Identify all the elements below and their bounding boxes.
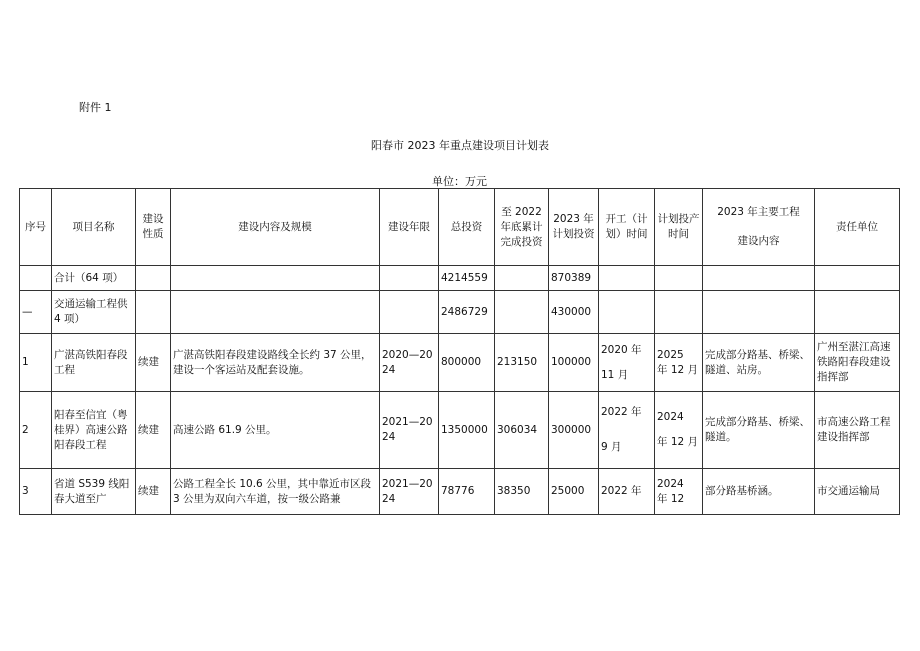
cell-name: 广湛高铁阳春段工程 [52, 334, 136, 392]
cell-name: 省道 S539 线阳春大道至广 [52, 469, 136, 515]
cell-main-work [703, 291, 815, 334]
cell-nature: 续建 [136, 469, 171, 515]
cell-total: 1350000 [439, 392, 495, 469]
document-title: 阳春市 2023 年重点建设项目计划表 [371, 139, 549, 152]
cell-owner [815, 266, 900, 291]
cell-years: 2021—2024 [380, 392, 439, 469]
table-row [20, 469, 900, 515]
cell-start [599, 266, 655, 291]
cell-years: 2021—2024 [380, 469, 439, 515]
header-name: 项目名称 [52, 189, 136, 266]
cell-content: 高速公路 61.9 公里。 [171, 392, 380, 469]
header-row [20, 189, 900, 266]
header-start: 开工（计划）时间 [599, 189, 655, 266]
cell-cumulative [495, 291, 549, 334]
cell-plan2023: 300000 [549, 392, 599, 469]
start-month: 11 月 [601, 368, 629, 381]
cell-seq: — [20, 291, 52, 334]
cell-seq: 3 [20, 469, 52, 515]
cell-finish [655, 334, 703, 392]
unit-label: 单位：万元 [432, 175, 487, 188]
cell-nature [136, 291, 171, 334]
finish-year: 2024 [657, 411, 684, 423]
cell-total: 4214559 [439, 266, 495, 291]
cell-years [380, 291, 439, 334]
cell-seq: 2 [20, 392, 52, 469]
cell-years [380, 266, 439, 291]
cell-cumulative: 213150 [495, 334, 549, 392]
cell-plan2023: 25000 [549, 469, 599, 515]
cell-cumulative: 38350 [495, 469, 549, 515]
cell-name: 交通运输工程供 4 项） [52, 291, 136, 334]
header-main-line2: 建设内容 [737, 235, 780, 247]
start-month: 9 月 [601, 441, 622, 453]
cell-start: 2022 年 [599, 469, 655, 515]
cell-owner: 市高速公路工程建设指挥部 [815, 392, 900, 469]
cell-owner: 市交通运输局 [815, 469, 900, 515]
cell-main-work: 完成部分路基、桥梁、隧道、站房。 [703, 334, 815, 392]
cell-plan2023: 430000 [549, 291, 599, 334]
cell-total: 78776 [439, 469, 495, 515]
table-row [20, 392, 900, 469]
cell-name: 合计（64 项） [52, 266, 136, 291]
cell-nature: 续建 [136, 392, 171, 469]
table-row [20, 291, 900, 334]
cell-main-work: 完成部分路基、桥梁、隧道。 [703, 392, 815, 469]
header-owner: 责任单位 [815, 189, 900, 266]
cell-nature: 续建 [136, 334, 171, 392]
cell-main-work [703, 266, 815, 291]
cell-cumulative: 306034 [495, 392, 549, 469]
cell-finish [655, 266, 703, 291]
cell-finish [655, 392, 703, 469]
attachment-label: 附件 1 [79, 101, 112, 114]
finish-month: 年 12 [657, 492, 685, 505]
cell-finish [655, 291, 703, 334]
cell-seq: 1 [20, 334, 52, 392]
start-year: 2020 年 [601, 343, 642, 356]
cell-content: 广湛高铁阳春段建设路线全长约 37 公里，建设一个客运站及配套设施。 [171, 334, 380, 392]
header-plan2023: 2023 年计划投资 [549, 189, 599, 266]
header-seq: 序号 [20, 189, 52, 266]
cell-content: 公路工程全长 10.6 公里，其中靠近市区段 3 公里为双向六车道，按一级公路兼 [171, 469, 380, 515]
cell-owner [815, 291, 900, 334]
project-plan-table [19, 188, 900, 515]
cell-seq [20, 266, 52, 291]
finish-month: 年 12 月 [657, 363, 699, 376]
header-total: 总投资 [439, 189, 495, 266]
header-content: 建设内容及规模 [171, 189, 380, 266]
cell-cumulative [495, 266, 549, 291]
cell-start [599, 291, 655, 334]
cell-main-work: 部分路基桥涵。 [703, 469, 815, 515]
cell-content [171, 291, 380, 334]
header-nature: 建设性质 [136, 189, 171, 266]
cell-nature [136, 266, 171, 291]
header-main-work [703, 189, 815, 266]
cell-total: 800000 [439, 334, 495, 392]
cell-owner: 广州至湛江高速铁路阳春段建设指挥部 [815, 334, 900, 392]
cell-name: 阳春至信宜（粤桂界）高速公路阳春段工程 [52, 392, 136, 469]
cell-start [599, 392, 655, 469]
finish-month: 年 12 月 [657, 436, 699, 448]
cell-plan2023: 870389 [549, 266, 599, 291]
table-row [20, 266, 900, 291]
cell-start [599, 334, 655, 392]
cell-content [171, 266, 380, 291]
cell-finish [655, 469, 703, 515]
cell-total: 2486729 [439, 291, 495, 334]
cell-years: 2020—2024 [380, 334, 439, 392]
start-year: 2022 年 [601, 406, 642, 418]
header-cumulative: 至 2022 年底累计完成投资 [495, 189, 549, 266]
header-main-line1: 2023 年主要工程 [717, 206, 800, 218]
table-row [20, 334, 900, 392]
header-years: 建设年限 [380, 189, 439, 266]
header-finish: 计划投产时间 [655, 189, 703, 266]
finish-year: 2024 [657, 477, 684, 490]
finish-year: 2025 [657, 348, 684, 361]
cell-plan2023: 100000 [549, 334, 599, 392]
